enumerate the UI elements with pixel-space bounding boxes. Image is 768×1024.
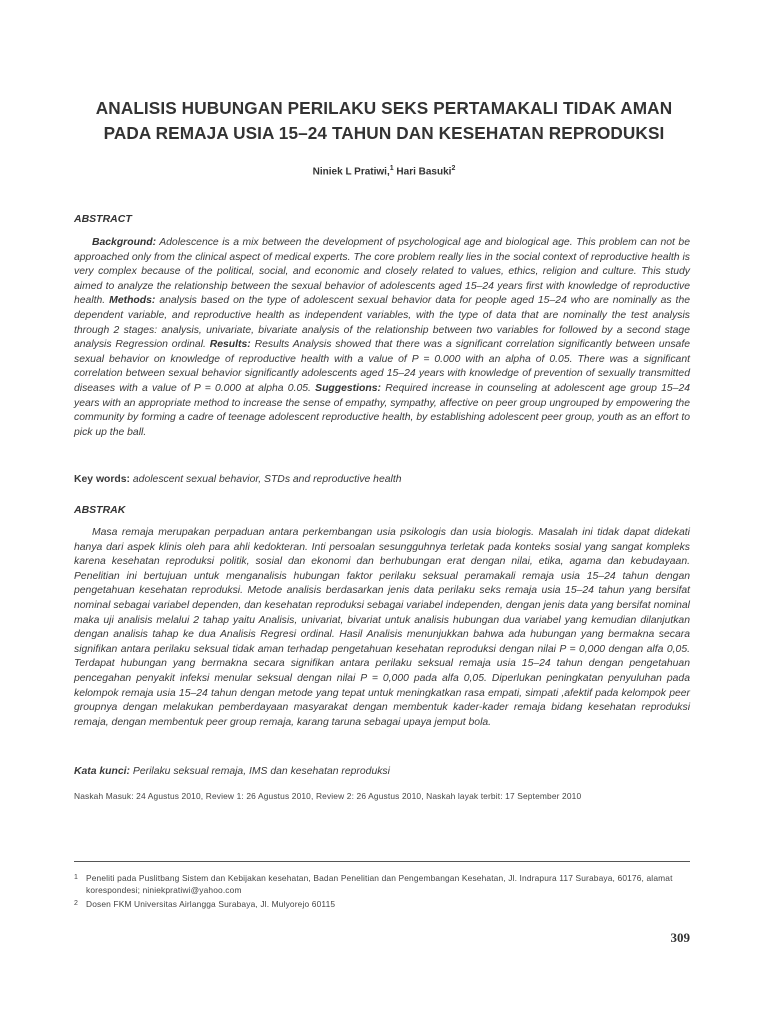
abstract-heading: ABSTRACT <box>74 213 132 225</box>
article-title-line-1: ANALISIS HUBUNGAN PERILAKU SEKS PERTAMAKALI TIDAK AMAN <box>95 98 673 118</box>
footnote-1-text: Peneliti pada Puslitbang Sistem dan Kebijakan kesehatan, Badan Penelitian dan Pengembangan Kesehatan, Jl. Indrapura 117 Surabaya, 60176, alamat korespondesi; niniekpratiwi@yahoo.com <box>86 873 673 895</box>
author-list <box>60 162 708 179</box>
methods-label: Methods: <box>109 295 156 307</box>
footnote-1-number: 1 <box>74 874 79 881</box>
keywords-value: adolescent sexual behavior, STDs and reproductive health <box>132 474 402 485</box>
footnote-2 <box>74 898 690 910</box>
abstrak-body: Masa remaja merupakan perpaduan antara perkembangan usia psikologis dan usia biologis. Masalah ini tidak dapat didekati hanya dari aspek klinis oleh para ahli kedokteran. Inti persoalan sesungguhnya terletak pada konteks sosial yang sangat kompleks karena kesehatan reproduksi politik, sosial dan ekonomi dan berhubungan erat dengan nilai, etika, agama dan kebudayaan. Penelitian ini bertujuan untuk menganalisis hubungan faktor perilaku seksual peramakali remaja usia 15–24 tahun dengan pengetahuan kesehatan reproduksi. Metode analisis berdasarkan jenis data perilaku seks remaja usia 15–24 tahun yang bersifat nominal sebagai variabel dependen, dan kesehatan reproduksi sebagai variabel independen, dengan jenis data yang bersifat nominal maka uji analisis melalui 2 tahap yaitu Analisis, univariat, bivariat untuk analisis hubungan dua variabel yang kemudian dilanjutkan dengan analisis tahap ke dua Analisis Regresi ordinal. Hasil Analisis menunjukkan bahwa ada hubungan yang bermakna secara signifikan antara perilaku seksual tidak aman terhadap pengetahuan kesehatan reproduksi dengan nilai P = 0,000 dengan alfa 0,05. Terdapat hubungan yang bermakna secara signifikan antara perilaku seksual remaja usia 15–24 tahun dengan pengetahuan pencegahan penyakit infeksi menular seksual dengan nilai P = 0,000 pada alfa 0,05. Diperlukan peningkatan penyuluhan pada kelompok remaja usia 15–24 tahun dengan metode yang tepat untuk meningkatkan rasa empati, simpati ,afektif pada kelompok peer grouрnya dengan melakukan pemberdayaan masyarakat dengan membentuk kader-kader remaja bidang kesehatan reproduksi remaja, dengan membentuk peer group remaja, karang taruna sebagai upaya jemput bola. <box>74 527 690 728</box>
submission-dates: Naskah Masuk: 24 Agustus 2010, Review 1: 26 Agustus 2010, Review 2: 26 Agustus 2010, Naskah layak terbit: 17 September 2010 <box>74 791 582 801</box>
page-number: 309 <box>670 930 690 945</box>
footnote-1 <box>74 872 690 896</box>
abstrak-heading: ABSTRAK <box>74 504 126 516</box>
methods-text: analysis based on the type of adolescent sexual behavior data for people aged 15–24 who are nominally as the dependent variable, and reproductive health as independent variables, with the type of data that are nominally the test analysis through 2 stages: analysis, univariate, bivariate analysis of the relationship between two variables for followed by a second stage analysis Regression ordinal. <box>74 295 690 351</box>
results-label: Results: <box>209 339 251 351</box>
footnote-2-text: Dosen FKM Universitas Airlangga Surabaya, Jl. Mulyorejo 60115 <box>86 899 336 909</box>
background-label: Background: <box>92 237 157 248</box>
author-2-affiliation-mark: 2 <box>451 165 456 172</box>
indonesian-keywords <box>74 765 690 779</box>
kata-kunci-value: Perilaku seksual remaja, IMS dan kesehatan reproduksi <box>132 766 390 777</box>
results-text: Results Analysis showed that there was a significant correlation significantly between unsafe sexual behavior on knowledge of reproductive health with a value of P = 0.000 with an alpha of 0.05. There was a significant correlation between sexual behavior significantly adolescents aged 15–24 years with knowledge of prevention of sexually transmitted diseases with a value of P = 0.000 at alpha 0.05. <box>74 339 690 394</box>
keywords-label: Key words: <box>74 474 131 485</box>
author-1-affiliation-mark: 1 <box>389 165 394 172</box>
suggestions-label: Suggestions: <box>315 382 381 394</box>
background-text: Adolescence is a mix between the development of psychological age and biological age. This problem can not be approached only from the clinical aspect of medical experts. The core problem really lies in the social context of reproductive health is very complex because of the political, social, and economic and closely related to values, ethics, religion and culture. This study aimed to analyze the relationship between the sexual behavior of adolescents aged 15–24 years first with knowledge of reproductive health. <box>74 237 690 307</box>
abstract-body <box>74 236 690 440</box>
author-1-name: Niniek L Pratiwi, <box>312 166 390 178</box>
footnote-divider <box>74 861 690 862</box>
article-title <box>60 96 708 146</box>
article-title-line-2: PADA REMAJA USIA 15–24 TAHUN DAN KESEHATAN REPRODUKSI <box>103 123 665 143</box>
english-keywords <box>74 473 690 487</box>
suggestions-text: Required increase in counseling at adolescent age group 15–24 years with an appropriate method to increase the sense of empathy, sympathy, affective on peer group ungrouped by empowering the community by forming a cadre of teenage adolescent reproductive health, by establishing adolescent peer group, youth as an effort to pick up the ball. <box>74 382 691 438</box>
kata-kunci-label: Kata kunci: <box>74 766 131 777</box>
footnote-2-number: 2 <box>74 900 79 907</box>
author-2-name: Hari Basuki <box>396 166 452 178</box>
